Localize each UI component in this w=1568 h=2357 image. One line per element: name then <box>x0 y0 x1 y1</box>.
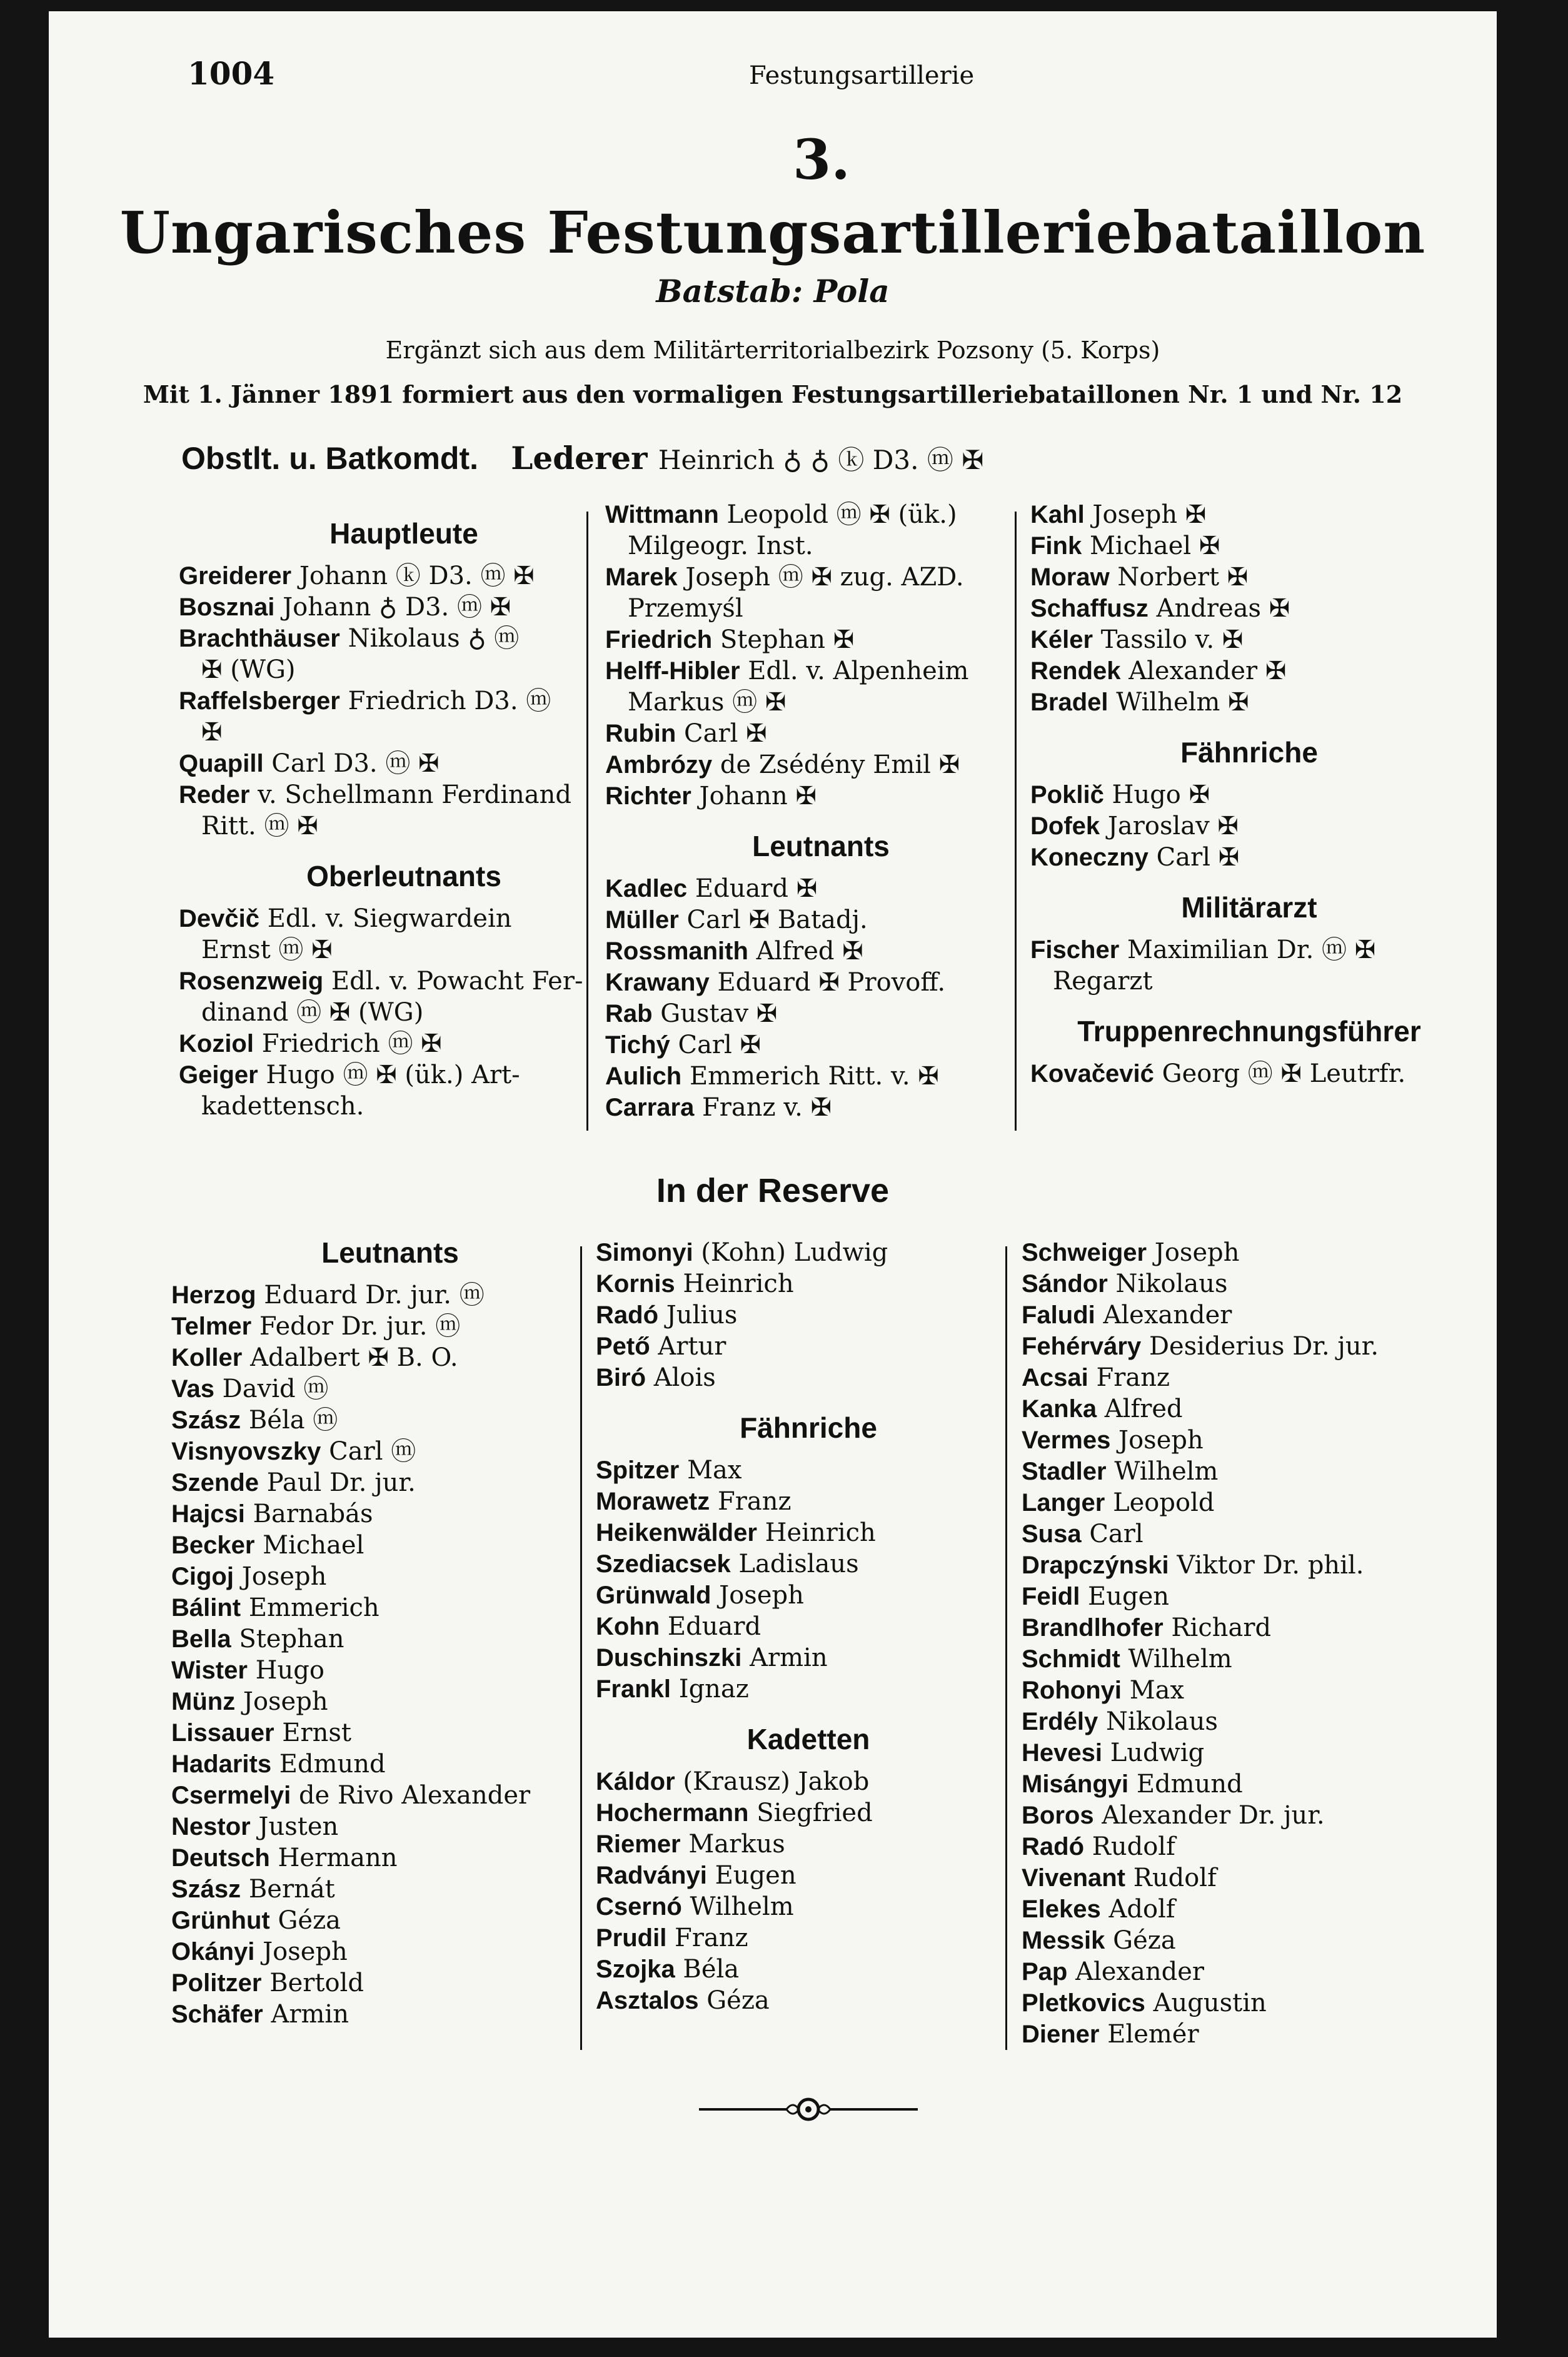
roster-entry: Kohn Eduard <box>596 1612 761 1641</box>
roster-entry: Prudil Franz <box>596 1924 748 1952</box>
roster-entry-continuation: Ritt. ⓜ ✠ <box>201 812 318 840</box>
roster-entry: Susa Carl <box>1022 1520 1143 1548</box>
roster-entry: Hevesi Ludwig <box>1022 1739 1205 1767</box>
roster-entry: Bálint Emmerich <box>171 1593 379 1622</box>
roster-entry: Vermes Joseph <box>1022 1426 1204 1455</box>
roster-entry: Misángyi Edmund <box>1022 1770 1243 1799</box>
roster-entry: Duschinszki Armin <box>596 1643 828 1672</box>
roster-entry: Grünwald Joseph <box>596 1581 804 1610</box>
roster-entry: Bosznai Johann ♁ D3. ⓜ ✠ <box>179 593 511 622</box>
roster-entry: Brandlhofer Richard <box>1022 1613 1272 1642</box>
roster-entry: Cigoj Joseph <box>171 1562 327 1591</box>
roster-entry: Marek Joseph ⓜ ✠ zug. AZD. <box>605 563 964 592</box>
rank-heading: Militärarzt <box>1181 891 1317 924</box>
roster-entry: Telmer Fedor Dr. jur. ⓜ <box>171 1312 461 1341</box>
roster-entry: Heikenwälder Heinrich <box>596 1518 876 1547</box>
roster-entry: Carrara Franz v. ✠ <box>605 1093 832 1122</box>
commander-details: Heinrich ♁ ♁ ⓚ D3. ⓜ ✠ <box>658 445 984 475</box>
commander-rank: Obstlt. u. Batkomdt. <box>181 441 478 476</box>
rank-heading: Kadetten <box>746 1723 870 1755</box>
roster-entry: Feidl Eugen <box>1022 1582 1170 1611</box>
col1-reserve <box>171 1218 609 2030</box>
roster-entry: Szász Béla ⓜ <box>171 1406 338 1435</box>
roster-entry: Pletkovics Augustin <box>1022 1989 1267 2017</box>
column-divider <box>580 1246 582 2050</box>
roster-entry: Nestor Justen <box>171 1812 339 1841</box>
roster-entry: Kovačević Georg ⓜ ✠ Leutrfr. <box>1030 1059 1406 1088</box>
roster-entry: Kahl Joseph ✠ <box>1030 500 1207 529</box>
column-divider <box>1005 1246 1007 2050</box>
rank-heading: Fähnriche <box>740 1411 877 1444</box>
roster-entry: Szász Bernát <box>171 1875 335 1904</box>
rank-heading: Leutnants <box>752 830 890 862</box>
roster-entry: Csermelyi de Rivo Alexander <box>171 1781 531 1810</box>
roster-entry: Hochermann Siegfried <box>596 1799 873 1827</box>
roster-entry: Boros Alexander Dr. jur. <box>1022 1801 1325 1830</box>
roster-entry: Csernó Wilhelm <box>596 1892 794 1921</box>
roster-entry: Greiderer Johann ⓚ D3. ⓜ ✠ <box>179 562 535 590</box>
roster-entry: Deutsch Hermann <box>171 1844 398 1872</box>
roster-entry: Radó Rudolf <box>1022 1832 1175 1861</box>
roster-entry: Schweiger Joseph <box>1022 1238 1240 1267</box>
roster-entry: Devčič Edl. v. Siegwardein <box>179 904 512 933</box>
roster-entry: Kadlec Eduard ✠ <box>605 874 818 903</box>
roster-entry: Schaffusz Andreas ✠ <box>1030 594 1290 623</box>
ornament-divider <box>693 2094 924 2125</box>
roster-entry: Poklič Hugo ✠ <box>1030 780 1210 809</box>
roster-entry: Pető Artur <box>596 1332 726 1361</box>
roster-entry: Brachthäuser Nikolaus ♁ ⓜ <box>179 624 520 653</box>
roster-entry: Reder v. Schellmann Ferdinand <box>179 780 571 809</box>
roster-entry: Aulich Emmerich Ritt. v. ✠ <box>605 1062 939 1091</box>
roster-entry: Wittmann Leopold ⓜ ✠ (ük.) <box>605 500 957 529</box>
roster-entry: Grünhut Géza <box>171 1906 341 1935</box>
roster-entry: Fehérváry Desiderius Dr. jur. <box>1022 1332 1379 1361</box>
roster-entry: Koneczny Carl ✠ <box>1030 843 1240 872</box>
roster-entry: Politzer Bertold <box>171 1969 364 1997</box>
roster-entry: Hadarits Edmund <box>171 1750 386 1779</box>
commander-surname: Lederer <box>511 440 648 477</box>
section-number: 3. <box>793 127 850 192</box>
rank-heading: Leutnants <box>321 1236 459 1269</box>
roster-entry: Rosenzweig Edl. v. Powacht Fer- <box>179 967 583 996</box>
roster-entry: Hajcsi Barnabás <box>171 1500 373 1528</box>
roster-entry: Radványi Eugen <box>596 1861 797 1890</box>
col2-reserve <box>596 1237 1021 2016</box>
roster-entry-continuation: Regarzt <box>1053 967 1153 996</box>
roster-entry: Koller Adalbert ✠ B. O. <box>171 1343 458 1372</box>
roster-entry: Lissauer Ernst <box>171 1719 351 1747</box>
document-page <box>49 11 1497 2338</box>
rank-heading: Oberleutnants <box>306 860 501 892</box>
roster-entry: Messik Géza <box>1022 1926 1176 1955</box>
rank-heading: Truppenrechnungsführer <box>1077 1015 1421 1047</box>
roster-entry: Szende Paul Dr. jur. <box>171 1468 416 1497</box>
roster-entry: Sándor Nikolaus <box>1022 1269 1228 1298</box>
roster-entry: Fischer Maximilian Dr. ⓜ ✠ <box>1030 936 1376 964</box>
roster-entry-continuation: dinand ⓜ ✠ (WG) <box>201 998 424 1027</box>
roster-entry: Pap Alexander <box>1022 1957 1204 1986</box>
subtitle: Batstab: Pola <box>656 273 890 310</box>
roster-entry: Diener Elemér <box>1022 2020 1199 2049</box>
roster-entry: Ambrózy de Zsédény Emil ✠ <box>605 750 960 779</box>
roster-entry-continuation: kadettensch. <box>201 1092 364 1121</box>
roster-entry: Moraw Norbert ✠ <box>1030 563 1249 592</box>
roster-entry: Dofek Jaroslav ✠ <box>1030 812 1239 840</box>
roster-entry: Szediacsek Ladislaus <box>596 1550 859 1578</box>
roster-entry: Bradel Wilhelm ✠ <box>1030 688 1249 717</box>
roster-entry: Geiger Hugo ⓜ ✠ (ük.) Art- <box>179 1061 520 1089</box>
commander-line <box>181 440 983 477</box>
page-number: 1004 <box>188 55 275 92</box>
roster-entry: Radó Julius <box>596 1301 738 1330</box>
roster-entry-continuation: Milgeogr. Inst. <box>628 532 813 560</box>
roster-entry: Asztalos Géza <box>596 1986 770 2015</box>
roster-entry-continuation: ✠ (WG) <box>201 655 296 684</box>
roster-entry: Bella Stephan <box>171 1625 344 1653</box>
roster-entry: Morawetz Franz <box>596 1487 792 1516</box>
roster-entry: Becker Michael <box>171 1531 364 1560</box>
col2-top <box>605 499 1037 1123</box>
roster-entry: Káldor (Krausz) Jakob <box>596 1767 870 1796</box>
roster-entry: Vivenant Rudolf <box>1022 1864 1217 1892</box>
roster-entry: Biró Alois <box>596 1363 716 1392</box>
page-title: Ungarisches Festungsartilleriebataillon <box>119 199 1426 266</box>
roster-entry: Wister Hugo <box>171 1656 324 1685</box>
roster-entry: Herzog Eduard Dr. jur. ⓜ <box>171 1281 485 1310</box>
roster-entry: Rohonyi Max <box>1022 1676 1185 1705</box>
col3-reserve <box>1022 1237 1484 2050</box>
column-divider <box>1015 512 1017 1131</box>
roster-entry: Helff-Hibler Edl. v. Alpenheim <box>605 657 969 685</box>
roster-entry: Riemer Markus <box>596 1830 785 1859</box>
info-line-2: Mit 1. Jänner 1891 formiert aus den vormaligen Festungsartilleriebataillonen Nr. 1 und Nr. 12 <box>143 380 1403 408</box>
roster-entry: Friedrich Stephan ✠ <box>605 625 855 654</box>
roster-entry: Kéler Tassilo v. ✠ <box>1030 625 1244 654</box>
running-head: Festungsartillerie <box>749 61 975 90</box>
roster-entry: Quapill Carl D3. ⓜ ✠ <box>179 749 440 778</box>
roster-entry: Frankl Ignaz <box>596 1675 749 1703</box>
roster-entry: Visnyovszky Carl ⓜ <box>171 1437 416 1466</box>
roster-entry: Acsai Franz <box>1022 1363 1170 1392</box>
roster-entry: Spitzer Max <box>596 1456 742 1485</box>
roster-entry: Richter Johann ✠ <box>605 782 817 810</box>
roster-entry: Okányi Joseph <box>171 1937 348 1966</box>
rank-heading: Hauptleute <box>329 517 478 550</box>
roster-entry: Kanka Alfred <box>1022 1395 1183 1423</box>
roster-entry: Münz Joseph <box>171 1687 328 1716</box>
reserve-heading: In der Reserve <box>656 1172 890 1209</box>
column-divider <box>586 512 588 1131</box>
roster-entry: Krawany Eduard ✠ Provoff. <box>605 968 946 997</box>
roster-entry: Schäfer Armin <box>171 2000 349 2029</box>
rank-heading: Fähnriche <box>1180 736 1318 769</box>
roster-entry: Raffelsberger Friedrich D3. ⓜ <box>179 687 551 715</box>
roster-entry: Erdély Nikolaus <box>1022 1707 1219 1736</box>
roster-entry: Szojka Béla <box>596 1955 740 1984</box>
roster-entry: Kornis Heinrich <box>596 1269 794 1298</box>
roster-entry-continuation: Przemyśl <box>628 594 743 623</box>
roster-entry: Koziol Friedrich ⓜ ✠ <box>179 1029 442 1058</box>
roster-entry: Müller Carl ✠ Batadj. <box>605 906 868 934</box>
col3-top <box>1030 499 1468 1089</box>
roster-entry: Rendek Alexander ✠ <box>1030 657 1287 685</box>
roster-entry: Rossmanith Alfred ✠ <box>605 937 863 966</box>
roster-entry: Schmidt Wilhelm <box>1022 1645 1232 1673</box>
roster-entry: Elekes Adolf <box>1022 1895 1175 1924</box>
roster-entry: Stadler Wilhelm <box>1022 1457 1219 1486</box>
roster-entry: Vas David ⓜ <box>171 1375 329 1403</box>
roster-entry: Drapczýnski Viktor Dr. phil. <box>1022 1551 1364 1580</box>
roster-entry: Rab Gustav ✠ <box>605 999 778 1028</box>
roster-entry: Simonyi (Kohn) Ludwig <box>596 1238 888 1267</box>
info-line-1: Ergänzt sich aus dem Militärterritorialbezirk Pozsony (5. Korps) <box>385 336 1160 364</box>
col1-top <box>179 499 629 1122</box>
roster-entry-continuation: ✠ <box>201 718 223 747</box>
roster-entry: Rubin Carl ✠ <box>605 719 767 748</box>
roster-entry-continuation: Markus ⓜ ✠ <box>628 688 787 717</box>
roster-entry-continuation: Ernst ⓜ ✠ <box>201 936 333 964</box>
roster-entry: Faludi Alexander <box>1022 1301 1232 1330</box>
roster-entry: Langer Leopold <box>1022 1488 1215 1517</box>
roster-entry: Fink Michael ✠ <box>1030 532 1220 560</box>
roster-entry: Tichý Carl ✠ <box>605 1031 761 1059</box>
